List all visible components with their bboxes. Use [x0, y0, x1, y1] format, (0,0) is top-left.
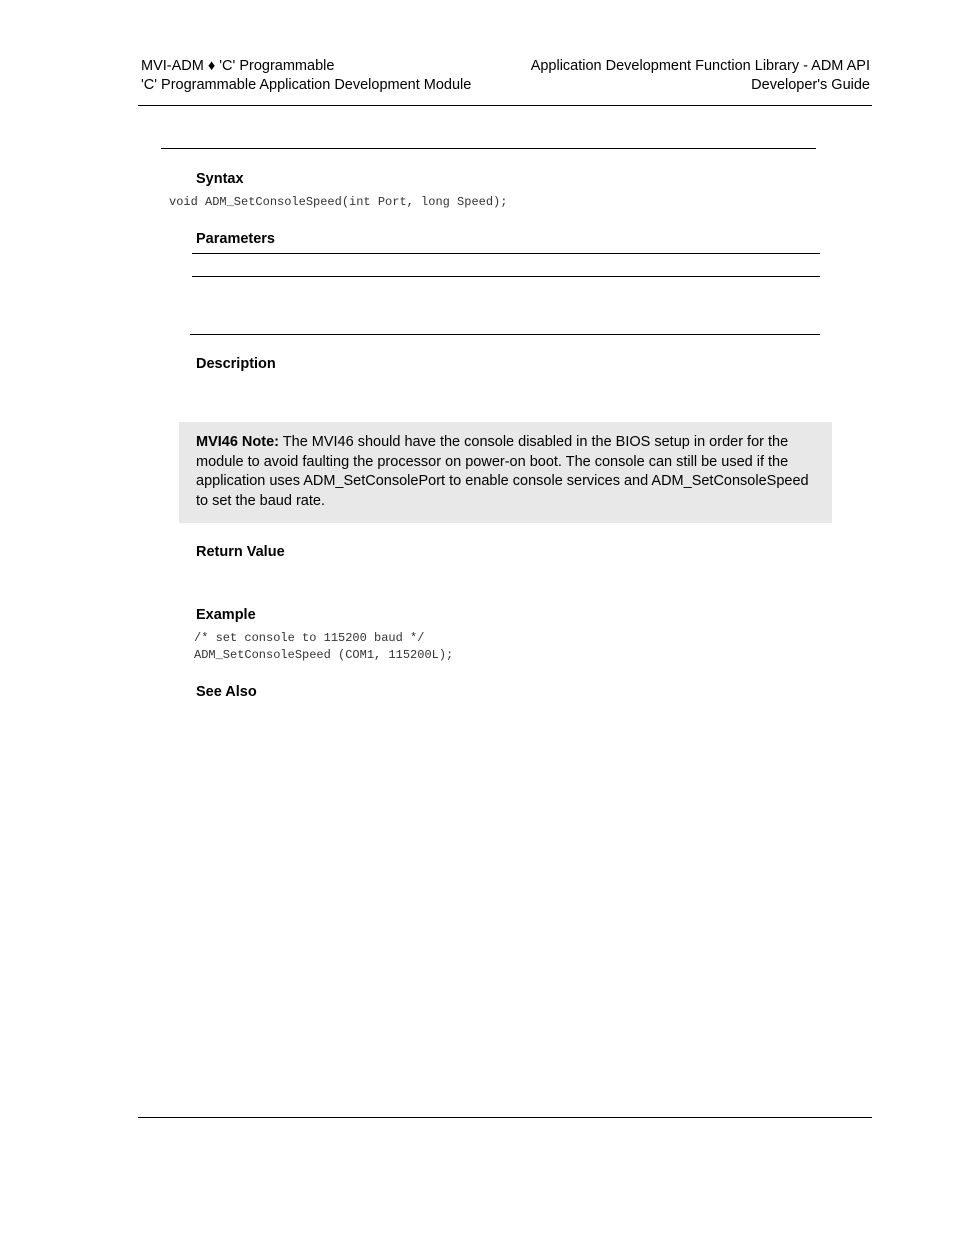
- syntax-code: void ADM_SetConsoleSpeed(int Port, long Speed);: [169, 195, 508, 209]
- header-right-line1: Application Development Function Library - ADM API: [530, 58, 870, 74]
- note-text: The MVI46 should have the console disabled in the BIOS setup in order for the module to avoid faulting the processor on power-on boot. The console can still be used if the application uses ADM_SetConsolePort to enable console services and ADM_SetConsoleSpeed to set the baud rate.: [196, 434, 809, 509]
- return-value-heading: Return Value: [196, 544, 285, 560]
- example-code-line2: ADM_SetConsoleSpeed (COM1, 115200L);: [194, 648, 454, 662]
- parameters-table-top-rule: [192, 253, 820, 254]
- note-label: MVI46 Note:: [196, 434, 279, 450]
- header-left-line2: 'C' Programmable Application Development Module: [141, 77, 472, 93]
- mvi46-note-box: [179, 422, 832, 523]
- see-also-heading: See Also: [196, 684, 257, 700]
- header-rule: [138, 105, 872, 106]
- header-right-line2: Developer's Guide: [751, 77, 870, 93]
- parameters-table-header-rule: [192, 276, 820, 277]
- example-heading: Example: [196, 607, 256, 623]
- footer-rule: [138, 1117, 872, 1118]
- example-code-line1: /* set console to 115200 baud */: [194, 631, 425, 645]
- parameters-heading: Parameters: [196, 231, 275, 247]
- syntax-heading: Syntax: [196, 171, 244, 187]
- description-heading: Description: [196, 356, 276, 372]
- parameters-table-bottom-rule: [190, 334, 820, 335]
- function-title-rule: [161, 148, 816, 149]
- header-left-line1: MVI-ADM ♦ 'C' Programmable: [141, 58, 335, 74]
